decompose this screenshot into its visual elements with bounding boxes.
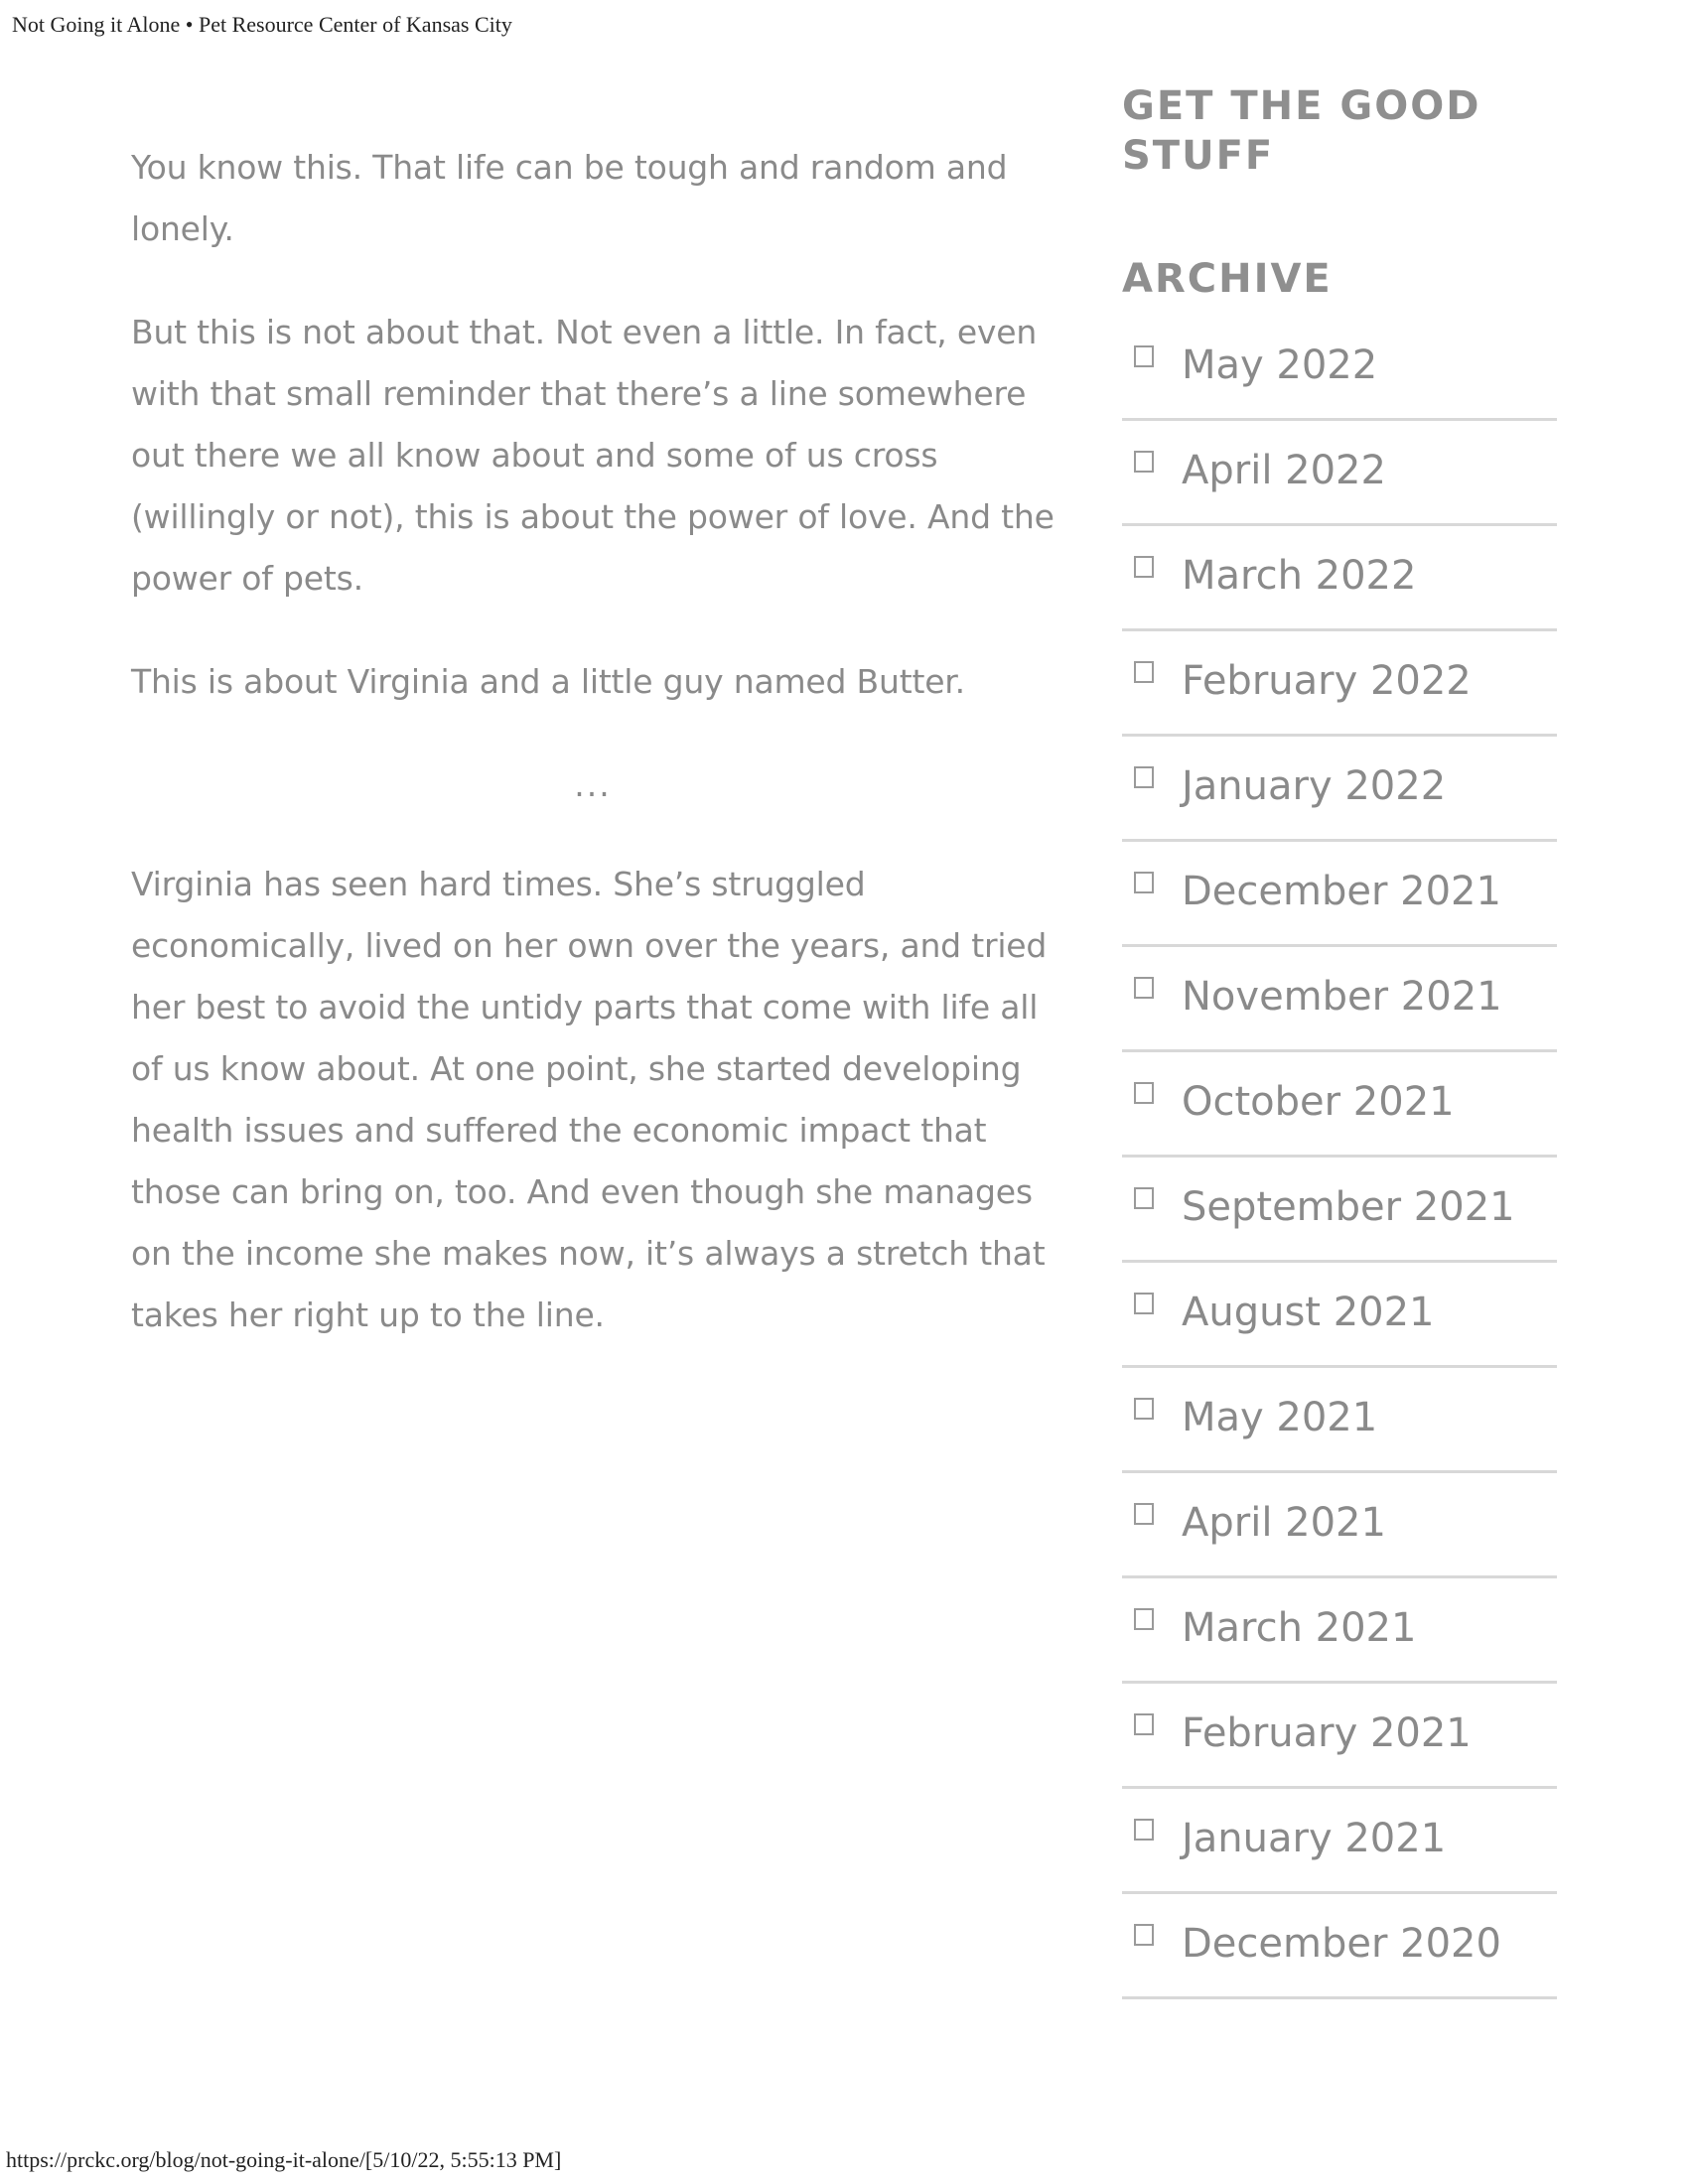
archive-item[interactable]: [1122, 1473, 1557, 1578]
archive-item[interactable]: [1122, 1578, 1557, 1684]
checkbox-icon[interactable]: [1134, 1187, 1154, 1209]
print-footer-url: https://prckc.org/blog/not-going-it-alone/[5/10/22, 5:55:13 PM]: [6, 2147, 562, 2172]
checkbox-icon[interactable]: [1134, 872, 1154, 893]
archive-item-label[interactable]: September 2021: [1182, 1184, 1515, 1230]
article-body: [131, 137, 1064, 1388]
archive-item-label[interactable]: January 2022: [1182, 763, 1447, 809]
archive-item-label[interactable]: February 2021: [1182, 1710, 1472, 1756]
archive-item-label[interactable]: December 2020: [1182, 1921, 1501, 1967]
archive-item-label[interactable]: March 2021: [1182, 1605, 1417, 1651]
archive-list: [1122, 316, 1557, 1999]
archive-item[interactable]: [1122, 842, 1557, 947]
article-paragraph: Virginia has seen hard times. She’s struggled economically, lived on her own over the years, and tried her best to avoid the untidy parts that come with life all of us know about. At one point, she started developing health issues and suffered the economic impact that those can bring on, too. And even though she manages on the income she makes now, it’s always a stretch that takes her right up to the line.: [131, 865, 1048, 1334]
archive-item-label[interactable]: October 2021: [1182, 1079, 1455, 1125]
archive-item-label[interactable]: December 2021: [1182, 869, 1501, 914]
archive-item[interactable]: [1122, 1158, 1557, 1263]
archive-item[interactable]: [1122, 947, 1557, 1052]
checkbox-icon[interactable]: [1134, 556, 1154, 578]
archive-item-label[interactable]: March 2022: [1182, 553, 1417, 599]
archive-item[interactable]: [1122, 1263, 1557, 1368]
archive-item-label[interactable]: January 2021: [1182, 1816, 1447, 1861]
article-paragraph: You know this. That life can be tough and random and lonely.: [131, 148, 1008, 248]
checkbox-icon[interactable]: [1134, 1924, 1154, 1946]
archive-item-label[interactable]: November 2021: [1182, 974, 1502, 1020]
article-paragraph: This is about Virginia and a little guy named Butter.: [131, 662, 965, 701]
checkbox-icon[interactable]: [1134, 766, 1154, 788]
article-paragraph: But this is not about that. Not even a little. In fact, even with that small reminder that there’s a line somewhere out there we all know about and some of us cross (willingly or not), this is about the power of love. And the power of pets.: [131, 313, 1055, 598]
archive-item-label[interactable]: August 2021: [1182, 1290, 1435, 1335]
archive-item-label[interactable]: April 2021: [1182, 1500, 1386, 1546]
section-separator: ...: [574, 765, 612, 804]
checkbox-icon[interactable]: [1134, 1293, 1154, 1314]
archive-item[interactable]: [1122, 421, 1557, 526]
checkbox-icon[interactable]: [1134, 1503, 1154, 1525]
archive-item-label[interactable]: May 2021: [1182, 1395, 1378, 1440]
archive-item[interactable]: [1122, 316, 1557, 421]
archive-item[interactable]: [1122, 737, 1557, 842]
archive-item[interactable]: [1122, 1368, 1557, 1473]
checkbox-icon[interactable]: [1134, 1082, 1154, 1104]
archive-item[interactable]: [1122, 1789, 1557, 1894]
archive-item[interactable]: [1122, 526, 1557, 631]
checkbox-icon[interactable]: [1134, 345, 1154, 367]
checkbox-icon[interactable]: [1134, 1713, 1154, 1735]
checkbox-icon[interactable]: [1134, 1398, 1154, 1420]
archive-item[interactable]: [1122, 1052, 1557, 1158]
archive-item-label[interactable]: February 2022: [1182, 658, 1472, 704]
checkbox-icon[interactable]: [1134, 1819, 1154, 1841]
archive-heading: ARCHIVE: [1122, 256, 1333, 302]
newsletter-heading: GET THE GOOD STUFF: [1122, 83, 1481, 179]
checkbox-icon[interactable]: [1134, 977, 1154, 999]
sidebar: [1122, 81, 1557, 1999]
checkbox-icon[interactable]: [1134, 451, 1154, 473]
checkbox-icon[interactable]: [1134, 1608, 1154, 1630]
print-header-title: Not Going it Alone • Pet Resource Center of Kansas City: [12, 12, 512, 37]
checkbox-icon[interactable]: [1134, 661, 1154, 683]
archive-item[interactable]: [1122, 1894, 1557, 1999]
archive-item-label[interactable]: May 2022: [1182, 342, 1378, 388]
archive-item[interactable]: [1122, 631, 1557, 737]
archive-item[interactable]: [1122, 1684, 1557, 1789]
archive-item-label[interactable]: April 2022: [1182, 448, 1386, 493]
